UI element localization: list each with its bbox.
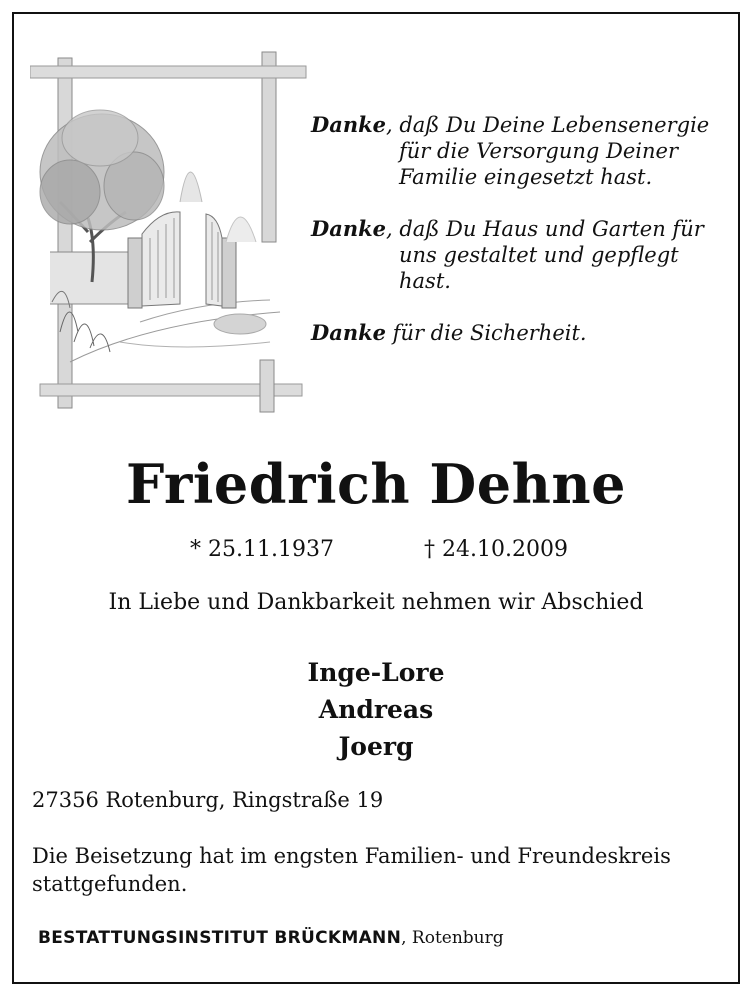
mourners-list bbox=[14, 654, 738, 765]
garden-gate-illustration bbox=[30, 42, 310, 414]
burial-notice: Die Beisetzung hat im engsten Familien- und Freundeskreis stattgefunden. bbox=[32, 844, 671, 896]
obituary-notice bbox=[12, 12, 740, 984]
birth-date: * 25.11.1937 bbox=[190, 537, 334, 562]
mourner-name: Joerg bbox=[338, 732, 414, 761]
verse-stanza-3 bbox=[311, 320, 731, 346]
verse-lead-word: Danke bbox=[311, 320, 386, 345]
undertaker-town: , Rotenburg bbox=[401, 928, 504, 948]
mourner-name: Andreas bbox=[318, 695, 434, 724]
mourner-name: Inge-Lore bbox=[307, 658, 445, 687]
farewell-line: In Liebe und Dankbarkeit nehmen wir Abschied bbox=[108, 590, 644, 615]
verse-line: , daß Du Deine Lebensenergie bbox=[386, 113, 710, 137]
verse-lead-word: Danke bbox=[311, 216, 386, 241]
undertaker-firm: BESTATTUNGSINSTITUT BRÜCKMANN bbox=[38, 928, 402, 948]
verse-stanza-2 bbox=[311, 216, 731, 294]
verse-line: Familie eingesetzt hast. bbox=[399, 165, 653, 189]
verse-line: hast. bbox=[399, 269, 451, 293]
undertaker-line bbox=[38, 926, 504, 950]
family-address: 27356 Rotenburg, Ringstraße 19 bbox=[32, 788, 384, 812]
verse-lead-word: Danke bbox=[311, 112, 386, 137]
verse-line: für die Versorgung Deiner bbox=[399, 139, 679, 163]
verse-line: uns gestaltet und gepflegt bbox=[399, 243, 679, 267]
death-date: † 24.10.2009 bbox=[424, 537, 568, 562]
verse-stanza-1 bbox=[311, 112, 731, 190]
garden-gate-drawing bbox=[30, 42, 310, 414]
deceased-name: Friedrich Dehne bbox=[126, 452, 626, 516]
verse-line: , daß Du Haus und Garten für bbox=[386, 217, 704, 241]
thank-you-verse bbox=[311, 112, 731, 372]
verse-line: für die Sicherheit. bbox=[386, 321, 587, 345]
